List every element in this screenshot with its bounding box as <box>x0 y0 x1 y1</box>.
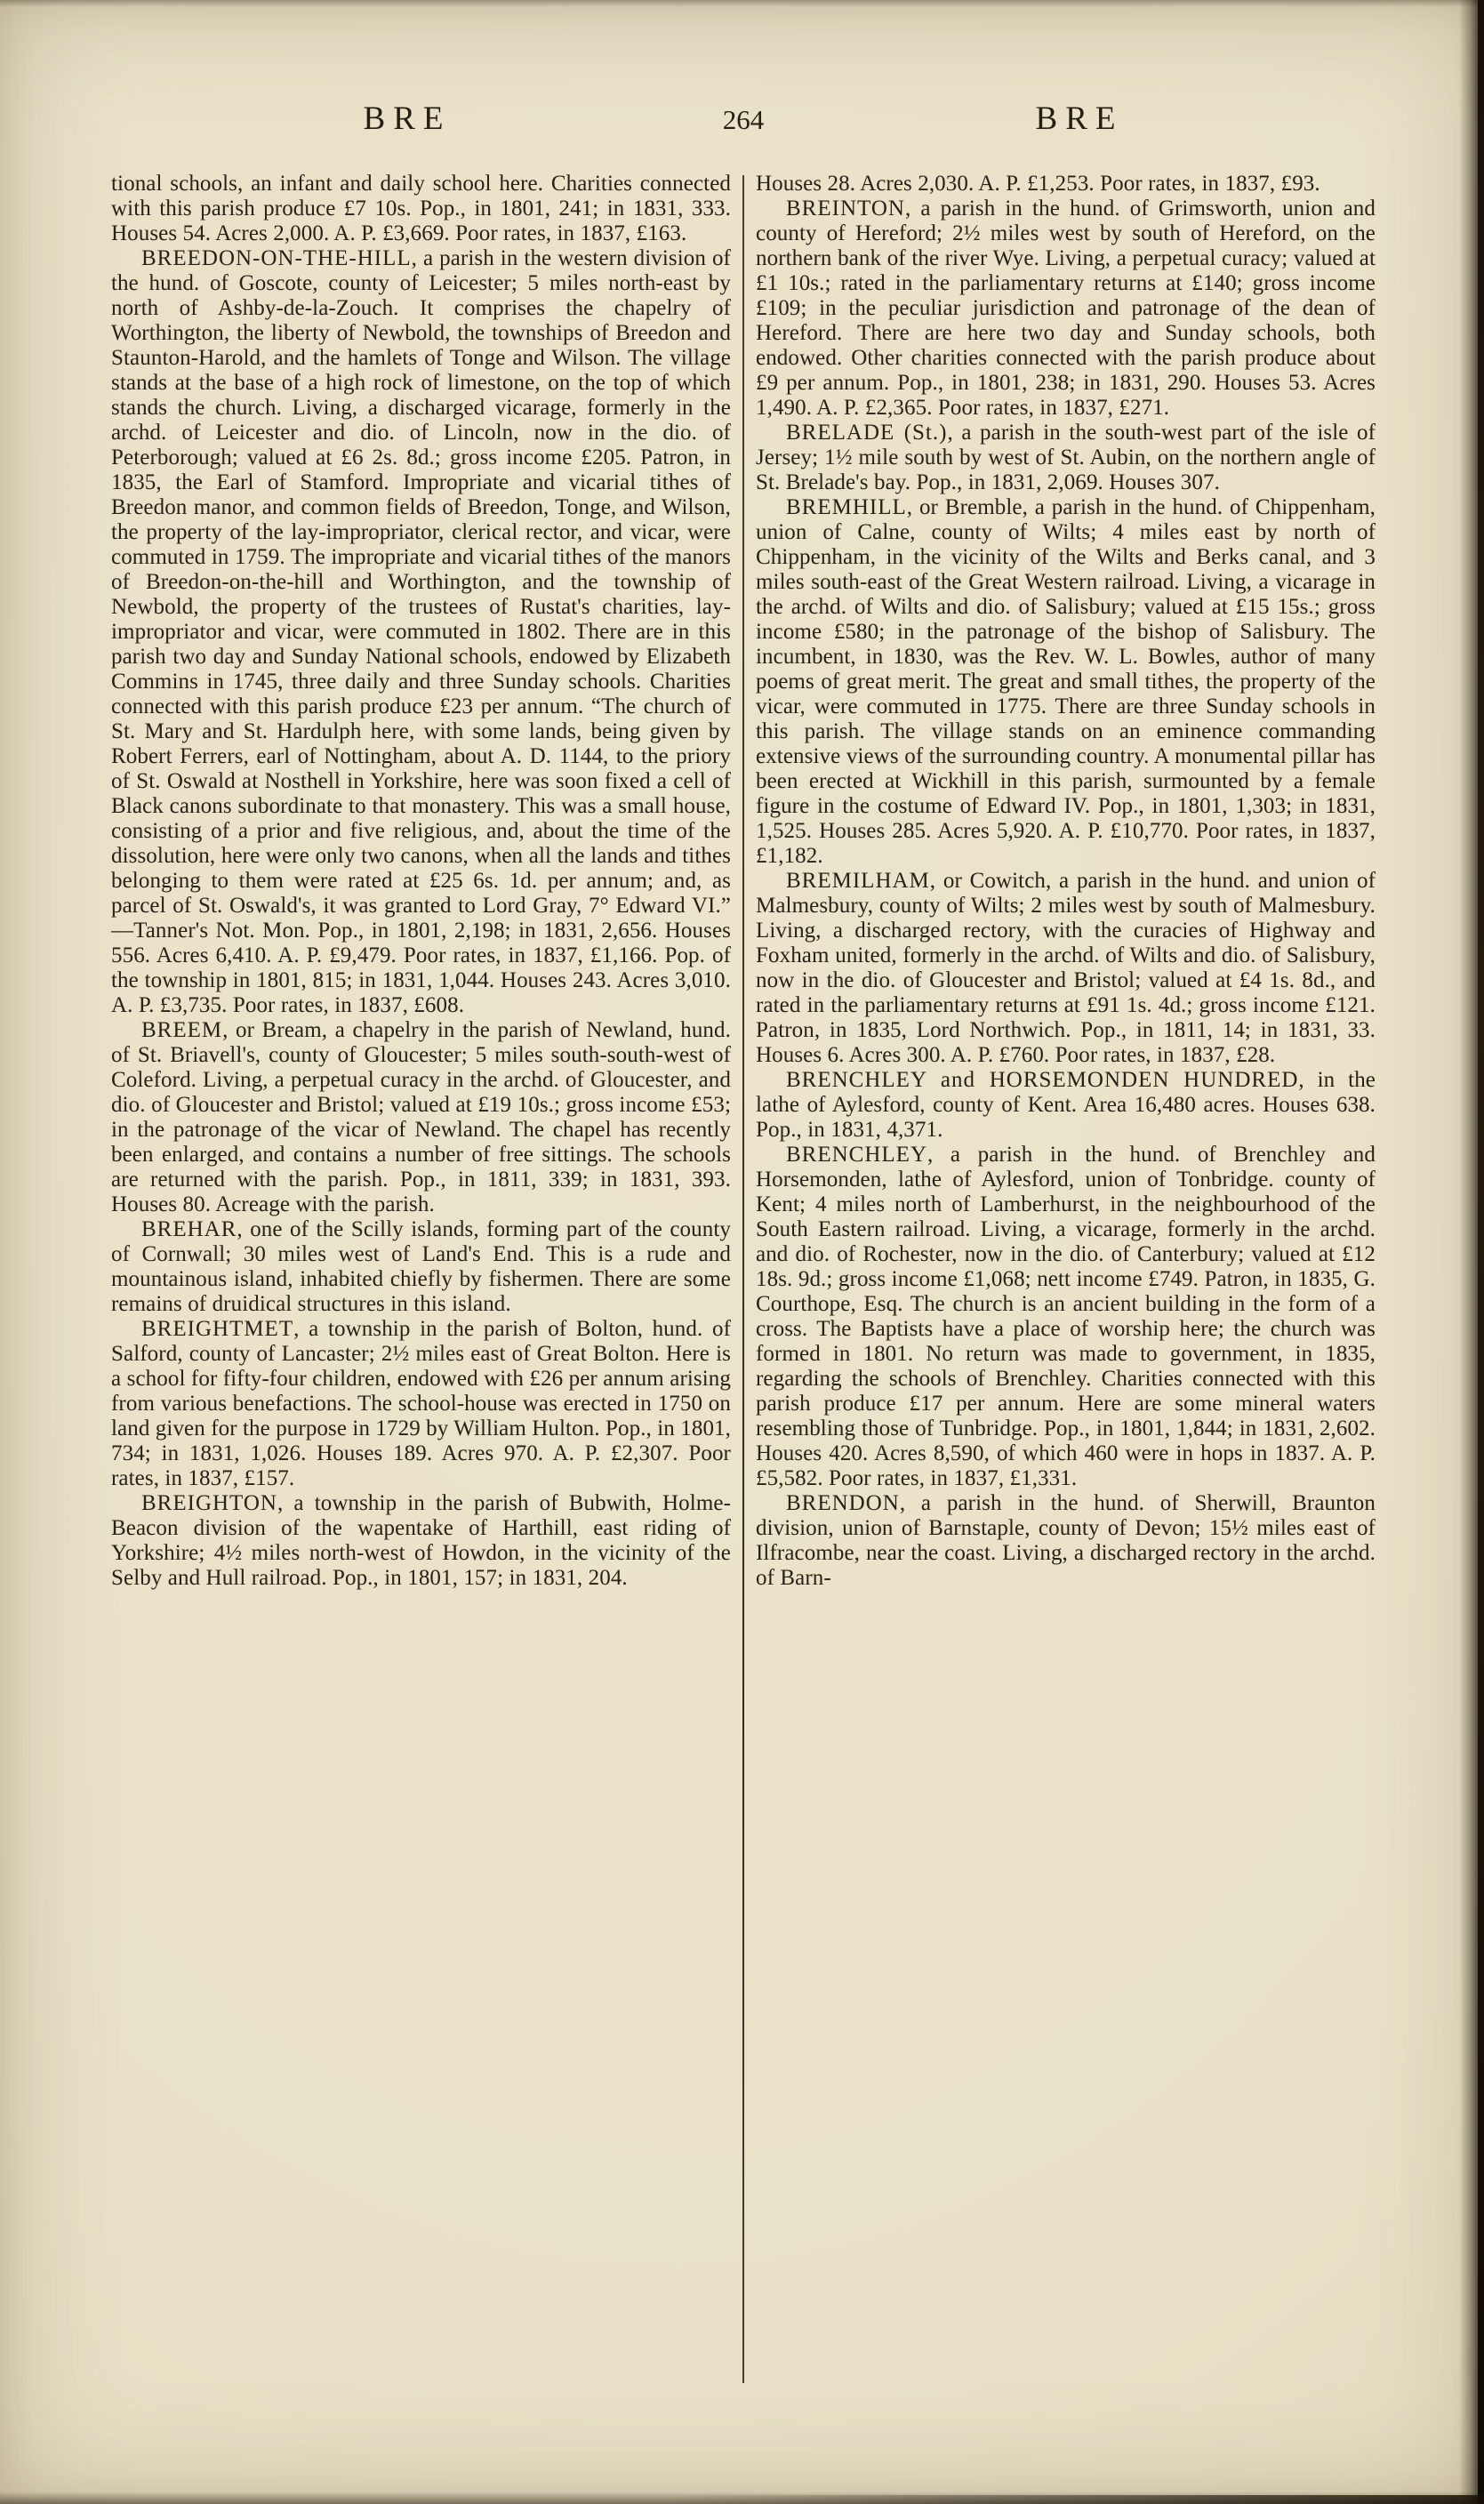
entry-brehar: BREHAR, one of the Scilly islands, forming part of the county of Cornwall; 30 miles west of Land's End. This is a rude and mountainous island, inhabited chiefly by fishermen. There are some remains of druidical structures in this island. <box>111 1217 731 1316</box>
right-column <box>756 172 1376 2399</box>
entry-headword: BRENDON <box>786 1491 900 1515</box>
continuation-paragraph: Houses 28. Acres 2,030. A. P. £1,253. Poor rates, in 1837, £93. <box>756 172 1320 196</box>
entry-brendon: BRENDON, a parish in the hund. of Sherwill, Braunton division, union of Barnstaple, county of Devon; 15½ miles east of Ilfracombe, near the coast. Living, a discharged rectory in the archd. of Barn- <box>756 1491 1376 1590</box>
column-divider-rule <box>742 175 744 2383</box>
entry-headword: BRELADE (St.) <box>786 421 948 445</box>
scan-edge-top <box>0 0 1484 7</box>
page-number: 264 <box>722 104 765 135</box>
entry-breinton: BREINTON, a parish in the hund. of Grimsworth, union and county of Hereford; 2½ miles west by south of Hereford, on the northern bank of the river Wye. Living, a perpetual curacy; valued at £1 10s.; rated in the parliamentary returns at £140; gross income £109; in the peculiar jurisdiction and patronage of the dean of Hereford. There are here two day and Sunday schools, both endowed. Other charities connected with the parish produce about £9 per annum. Pop., in 1801, 238; in 1831, 290. Houses 53. Acres 1,490. A. P. £2,365. Poor rates, in 1837, £271. <box>756 197 1376 420</box>
left-column <box>111 172 731 2399</box>
entry-bremilham: BREMILHAM, or Cowitch, a parish in the hund. and union of Malmesbury, county of Wilts; 2 miles west by south of Malmesbury. Living, a discharged rectory, with the curacies of Highway and Foxham united, formerly in the archd. of Wilts and dio. of Salisbury, now in the dio. of Gloucester and Bristol; valued at £4 1s. 8d., and rated in the parliamentary returns at £91 1s. 4d.; gross income £121. Patron, in 1835, Lord Northwich. Pop., in 1811, 14; in 1831, 33. Houses 6. Acres 300. A. P. £760. Poor rates, in 1837, £28. <box>756 869 1376 1067</box>
entry-breighton: BREIGHTON, a township in the parish of Bubwith, Holme-Beacon division of the wapentake of Harthill, east riding of Yorkshire; 4½ miles north-west of Howdon, in the vicinity of the Selby and Hull railroad. Pop., in 1801, 157; in 1831, 204. <box>111 1491 731 1590</box>
running-head <box>111 100 1376 138</box>
entry-headword: BREIGHTON <box>141 1491 277 1515</box>
entry-brelade-st: BRELADE (St.), a parish in the south-west part of the isle of Jersey; 1½ mile south by west of St. Aubin, on the northern angle of St. Brelade's bay. Pop., in 1831, 2,069. Houses 307. <box>756 421 1376 494</box>
entry-headword: BREINTON <box>786 197 905 221</box>
entry-breedon-on-the-hill: BREEDON-ON-THE-HILL, a parish in the western division of the hund. of Goscote, county of Leicester; 5 miles north-east by north of Ashby-de-la-Zouch. It comprises the chapelry of Worthington, the liberty of Newbold, the townships of Breedon and Staunton-Harold, and the hamlets of Tonge and Wilson. The village stands at the base of a high rock of limestone, on the top of which stands the church. Living, a discharged vicarage, formerly in the archd. of Leicester and dio. of Lincoln, now in the dio. of Peterborough; valued at £6 2s. 8d.; gross income £205. Patron, in 1835, the Earl of Stamford. Impropriate and vicarial tithes of Breedon manor, and common fields of Breedon, Tonge, and Wilson, the property of the lay-impropriator, clerical rector, and vicar, were commuted in 1759. The impropriate and vicarial tithes of the manors of Breedon-on-the-hill and Worthington, and the township of Newbold, the property of the trustees of Rustat's charities, lay-impropriator and vicar, were commuted in 1802. There are in this parish two day and Sunday National schools, endowed by Elizabeth Commins in 1745, three daily and three Sunday schools. Charities connected with this parish produce £23 per annum. “The church of St. Mary and St. Hardulph here, with some lands, being given by Robert Ferrers, earl of Nottingham, about A. D. 1144, to the priory of St. Oswald at Nosthell in Yorkshire, here was soon fixed a cell of Black canons subordinate to that monastery. This was a small house, consisting of a prior and five religious, and, about the time of the dissolution, here were only two canons, when all the lands and tithes belonging to them were rated at £25 6s. 1d. per annum; and, as parcel of St. Oswald's, it was granted to Lord Gray, 7° Edward VI.” —Tanner's Not. Mon. Pop., in 1801, 2,198; in 1831, 2,656. Houses 556. Acres 6,410. A. P. £9,479. Poor rates, in 1837, £1,166. Pop. of the township in 1801, 815; in 1831, 1,044. Houses 243. Acres 3,010. A. P. £3,735. Poor rates, in 1837, £608. <box>111 246 731 1017</box>
entry-brenchley-and-horsemonden-hundred: BRENCHLEY and HORSEMONDEN HUNDRED, in the lathe of Aylesford, county of Kent. Area 16,480 acres. Houses 638. Pop., in 1831, 4,371. <box>756 1068 1376 1142</box>
entry-headword: BRENCHLEY <box>786 1143 927 1167</box>
text-columns <box>111 172 1376 2399</box>
entry-breem: BREEM, or Bream, a chapelry in the parish of Newland, hund. of St. Briavell's, county of Gloucester; 5 miles south-south-west of Coleford. Living, a perpetual curacy in the archd. of Gloucester, and dio. of Gloucester and Bristol; valued at £19 10s.; gross income £53; in the patronage of the vicar of Newland. The chapel has recently been enlarged, and contains a number of free sittings. The schools are returned with the parish. Pop., in 1811, 339; in 1831, 393. Houses 80. Acreage with the parish. <box>111 1018 731 1216</box>
entry-headword: BREIGHTMET <box>141 1317 294 1341</box>
header-catchword-left: BRE <box>363 100 452 137</box>
entry-breightmet: BREIGHTMET, a township in the parish of Bolton, hund. of Salford, county of Lancaster; 2½ miles east of Great Bolton. Here is a school for fifty-four children, endowed with £26 per annum arising from various benefactions. The school-house was erected in 1750 on land given for the purpose in 1729 by William Hulton. Pop., in 1801, 734; in 1831, 1,026. Houses 189. Acres 970. A. P. £2,307. Poor rates, in 1837, £157. <box>111 1317 731 1490</box>
entry-bremhill: BREMHILL, or Bremble, a parish in the hund. of Chippenham, union of Calne, county of Wilts; 4 miles east by north of Chippenham, in the vicinity of the Wilts and Berks canal, and 3 miles south-east of the Great Western railroad. Living, a vicarage in the archd. of Wilts and dio. of Salisbury; valued at £15 15s.; gross income £580; in the patronage of the bishop of Salisbury. The incumbent, in 1830, was the Rev. W. L. Bowles, author of many poems of great merit. The great and small tithes, the property of the vicar, were commuted in 1775. There are three Sunday schools in this parish. The village stands on an eminence commanding extensive views of the surrounding country. A monumental pillar has been erected at Wickhill in this parish, surmounted by a female figure in the costume of Edward IV. Pop., in 1801, 1,303; in 1831, 1,525. Houses 285. Acres 5,920. A. P. £10,770. Poor rates, in 1837, £1,182. <box>756 495 1376 868</box>
entry-headword: BREEM <box>141 1018 223 1042</box>
entry-headword: BREMILHAM <box>786 869 930 893</box>
header-catchword-right: BRE <box>1035 100 1124 137</box>
entry-headword: BREHAR <box>141 1217 237 1241</box>
entry-headword: BREMHILL <box>786 495 907 519</box>
entry-brenchley: BRENCHLEY, a parish in the hund. of Brenchley and Horsemonden, lathe of Aylesford, union of Tonbridge. county of Kent; 4 miles north of Lamberhurst, in the neighbourhood of the South Eastern railroad. Living, a vicarage, formerly in the archd. and dio. of Rochester, now in the dio. of Canterbury; valued at £12 18s. 9d.; gross income £1,068; nett income £749. Patron, in 1835, G. Courthope, Esq. The church is an ancient building in the form of a cross. The Baptists have a place of worship here; the church was formed in 1801. No return was made to government, in 1835, regarding the schools of Brenchley. Charities connected with this parish produce £17 per annum. Here are some mineral waters resembling those of Tunbridge. Pop., in 1801, 1,844; in 1831, 2,602. Houses 420. Acres 8,590, of which 460 were in hops in 1837. A. P. £5,582. Poor rates, in 1837, £1,331. <box>756 1143 1376 1490</box>
entry-headword: BRENCHLEY and HORSEMONDEN HUNDRED <box>786 1068 1299 1092</box>
entry-headword: BREEDON-ON-THE-HILL <box>141 246 412 270</box>
scan-edge-right-dark-strip <box>1478 0 1484 2504</box>
continuation-paragraph: tional schools, an infant and daily school here. Charities connected with this parish produce £7 10s. Pop., in 1801, 241; in 1831, 333. Houses 54. Acres 2,000. A. P. £3,669. Poor rates, in 1837, £163. <box>111 172 731 245</box>
scan-edge-bottom-right-dark <box>668 2495 1484 2504</box>
